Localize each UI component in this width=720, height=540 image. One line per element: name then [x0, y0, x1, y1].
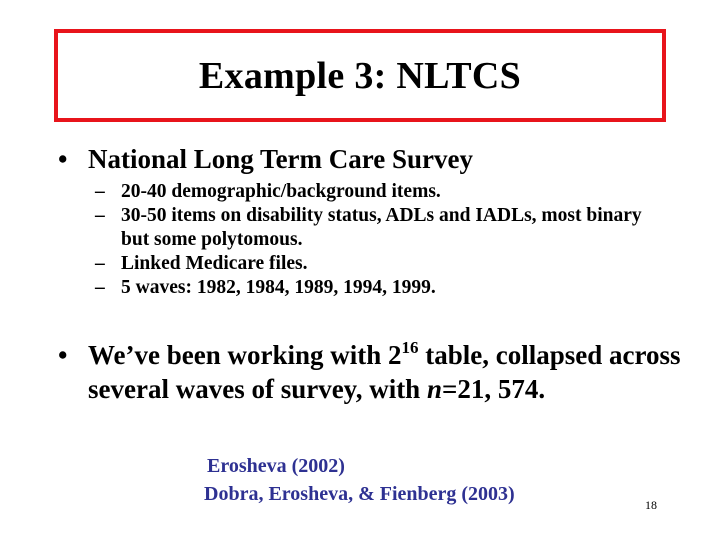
dash-marker: – — [95, 277, 105, 298]
sub-bullet-item — [95, 180, 665, 204]
references — [204, 452, 515, 508]
bullet-text — [88, 338, 688, 406]
exponent: 16 — [401, 338, 419, 357]
dash-marker: – — [95, 253, 105, 274]
sub-bullet-item — [95, 276, 665, 300]
bullet-text: National Long Term Care Survey — [88, 144, 474, 174]
bullet-national-survey — [58, 142, 473, 176]
bullet-marker: • — [58, 144, 68, 174]
bullet-marker: • — [58, 340, 68, 370]
bullet-text-prefix: We’ve been working with 2 — [88, 340, 402, 370]
sub-bullet-list — [95, 180, 665, 300]
sub-bullet-text: Linked Medicare files. — [121, 253, 308, 274]
title-box — [54, 29, 666, 122]
sub-bullet-text: 5 waves: 1982, 1984, 1989, 1994, 1999. — [121, 277, 436, 298]
slide-title: Example 3: NLTCS — [198, 54, 522, 97]
dash-marker: – — [95, 181, 105, 202]
dash-marker: – — [95, 205, 105, 226]
sub-bullet-text: 20-40 demographic/background items. — [121, 181, 441, 202]
reference-erosheva: Erosheva (2002) — [207, 455, 345, 477]
sub-bullet-text: 30-50 items on disability status, ADLs and IADLs, most binary but some polytomous. — [121, 205, 642, 250]
reference-dobra: Dobra, Erosheva, & Fienberg (2003) — [204, 483, 515, 505]
bullet-text-middle: table, collapsed across several waves of survey, with — [88, 340, 681, 404]
bullet-text-suffix: =21, 574. — [441, 374, 546, 404]
page-number: 18 — [645, 498, 657, 512]
bullet-working-table — [58, 338, 688, 406]
sub-bullet-item — [95, 204, 665, 252]
sub-bullet-item — [95, 252, 665, 276]
n-symbol: n — [426, 374, 442, 404]
